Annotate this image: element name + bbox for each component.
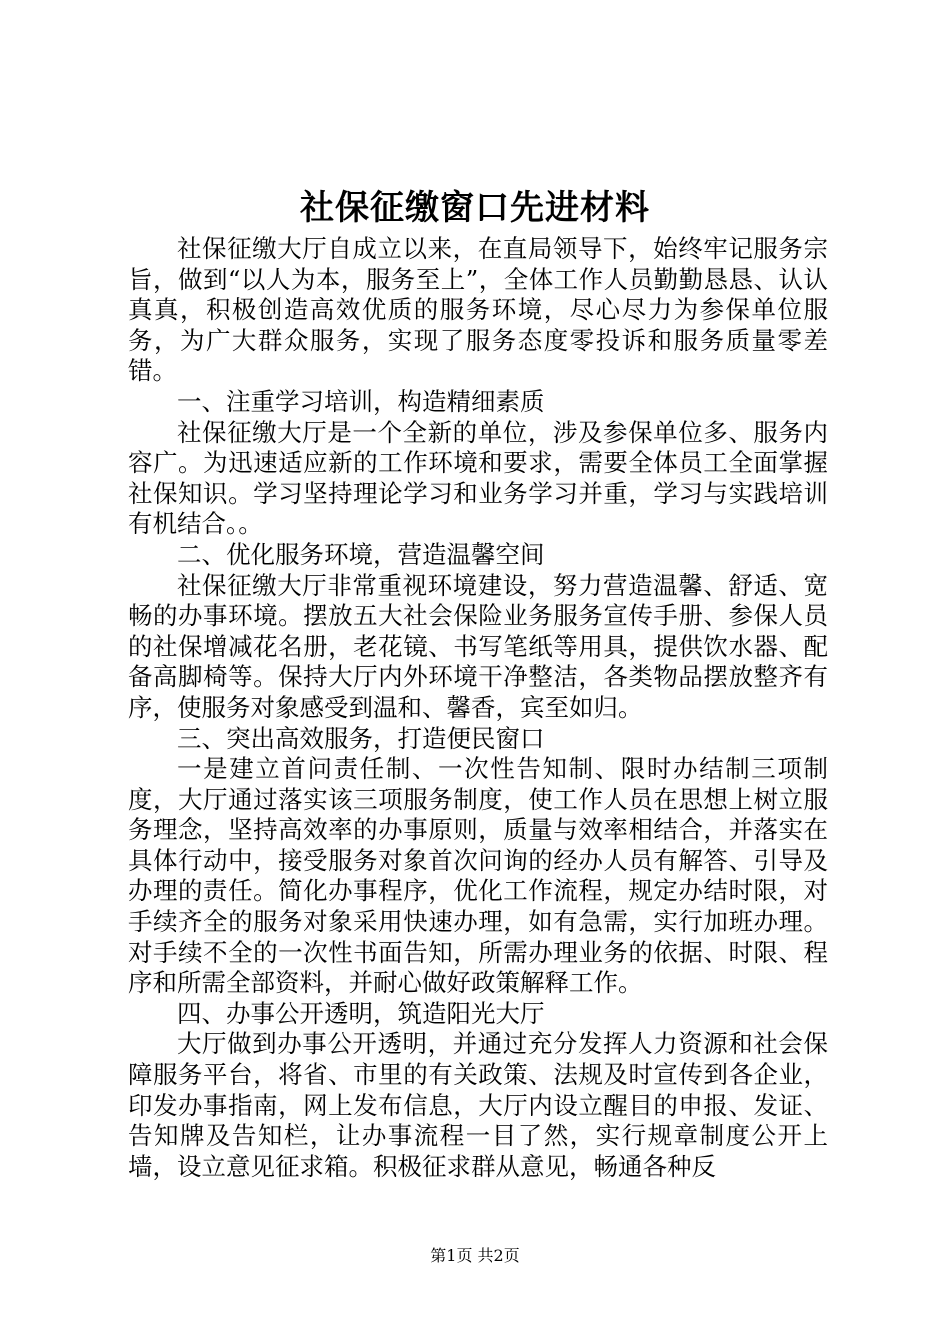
paragraph-intro: 社保征缴大厅自成立以来，在直局领导下，始终牢记服务宗旨，做到“以人为本，服务至上”，全体工作人员勤勤恳恳、认认真真，积极创造高效优质的服务环境，尽心尽力为参保单位服务，为广大群众服务，实现了服务态度零投诉和服务质量零差错。 <box>128 234 828 386</box>
document-title: 社保征缴窗口先进材料 <box>300 188 650 228</box>
document-body <box>128 234 828 1182</box>
section-heading-2: 二、优化服务环境，营造温馨空间 <box>177 539 545 569</box>
paragraph-section-3: 一是建立首问责任制、一次性告知制、限时办结制三项制度，大厅通过落实该三项服务制度，使工作人员在思想上树立服务理念，坚持高效率的办事原则，质量与效率相结合，并落实在具体行动中，接受服务对象首次问询的经办人员有解答、引导及办理的责任。简化办事程序，优化工作流程，规定办结时限，对手续齐全的服务对象采用快速办理，如有急需，实行加班办理。对手续不全的一次性书面告知，所需办理业务的依据、时限、程序和所需全部资料，并耐心做好政策解释工作。 <box>128 754 828 998</box>
page-number-footer: 第1页 共2页 <box>430 1246 520 1265</box>
paragraph-section-2: 社保征缴大厅非常重视环境建设，努力营造温馨、舒适、宽畅的办事环境。摆放五大社会保险业务服务宣传手册、参保人员的社保增减花名册，老花镜、书写笔纸等用具，提供饮水器、配备高脚椅等。保持大厅内外环境干净整洁，各类物品摆放整齐有序，使服务对象感受到温和、馨香，宾至如归。 <box>128 570 828 722</box>
section-heading-4: 四、办事公开透明，筑造阳光大厅 <box>177 998 545 1028</box>
paragraph-section-4: 大厅做到办事公开透明，并通过充分发挥人力资源和社会保障服务平台，将省、市里的有关政策、法规及时宣传到各企业，印发办事指南，网上发布信息，大厅内设立醒目的申报、发证、告知牌及告知栏，让办事流程一目了然，实行规章制度公开上墙，设立意见征求箱。积极征求群从意见，畅通各种反 <box>128 1029 828 1181</box>
section-heading-1: 一、注重学习培训，构造精细素质 <box>177 386 545 416</box>
section-heading-3: 三、突出高效服务，打造便民窗口 <box>177 723 545 753</box>
paragraph-section-1: 社保征缴大厅是一个全新的单位，涉及参保单位多、服务内容广。为迅速适应新的工作环境和要求，需要全体员工全面掌握社保知识。学习坚持理论学习和业务学习并重，学习与实践培训有机结合。。 <box>128 417 828 539</box>
